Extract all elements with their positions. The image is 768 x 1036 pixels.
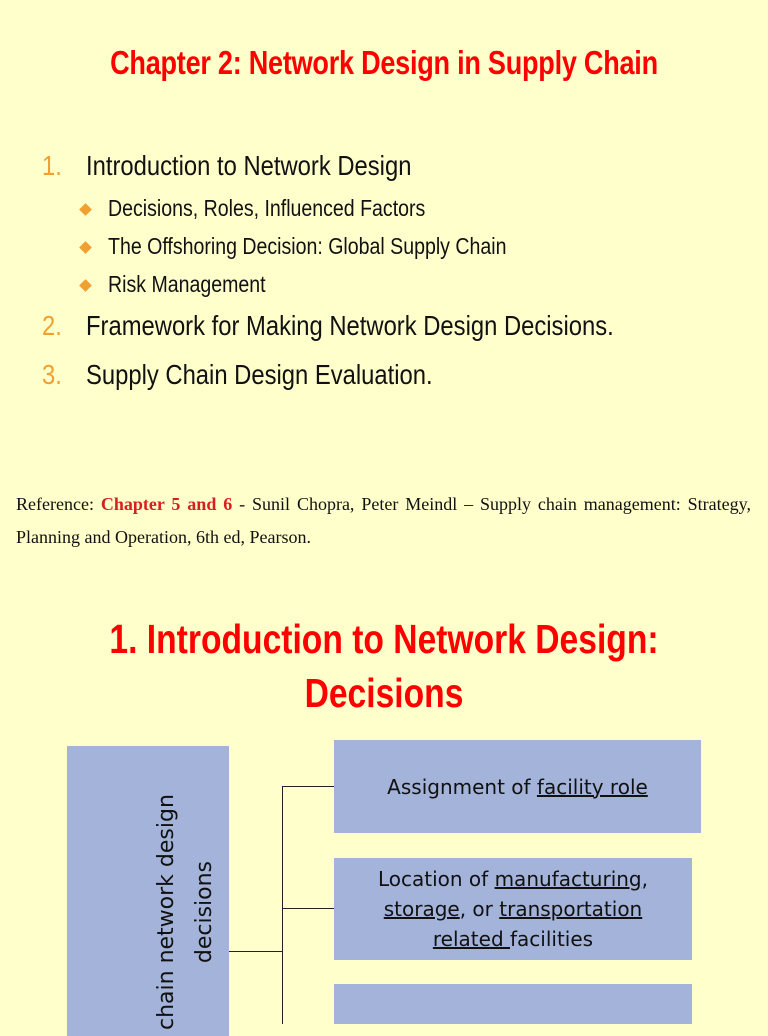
outline-number-3: 3. — [42, 359, 62, 390]
connector-branch-1 — [282, 786, 334, 787]
reference-highlight: Chapter 5 and 6 — [100, 494, 233, 514]
facility-location-box: Location of manufacturing, storage, or transportation related facilities — [334, 858, 692, 960]
third-decision-box — [334, 984, 692, 1024]
outline-number-1: 1. — [42, 150, 62, 181]
connector-root — [229, 951, 283, 952]
diamond-bullet-icon — [79, 241, 92, 254]
reference-text: Reference: Chapter 5 and 6 - Sunil Chopra, Peter Meindl – Supply chain management: Strategy, Planning and Operation, 6th ed, Pearson. — [16, 494, 751, 547]
outline-subitem-2: The Offshoring Decision: Global Supply Chain — [108, 233, 507, 259]
facility-role-box: Assignment of facility role — [334, 740, 701, 833]
connector-trunk — [282, 786, 283, 1024]
outline-subitem-1: Decisions, Roles, Influenced Factors — [108, 195, 426, 221]
diamond-bullet-icon — [79, 203, 92, 216]
diamond-bullet-icon — [79, 279, 92, 292]
page-title: Chapter 2: Network Design in Supply Chain — [110, 44, 658, 81]
outline-number-2: 2. — [42, 310, 62, 341]
section-title: 1. Introduction to Network Design: Decisions — [109, 616, 659, 716]
outline-item-2: Framework for Making Network Design Decisions. — [86, 310, 614, 341]
outline-subitem-3: Risk Management — [108, 271, 266, 297]
outline-item-1: Introduction to Network Design — [86, 150, 412, 181]
connector-branch-2 — [282, 908, 334, 909]
outline-item-3: Supply Chain Design Evaluation. — [86, 359, 433, 390]
root-decision-label: chain network design decisions — [154, 794, 217, 1030]
